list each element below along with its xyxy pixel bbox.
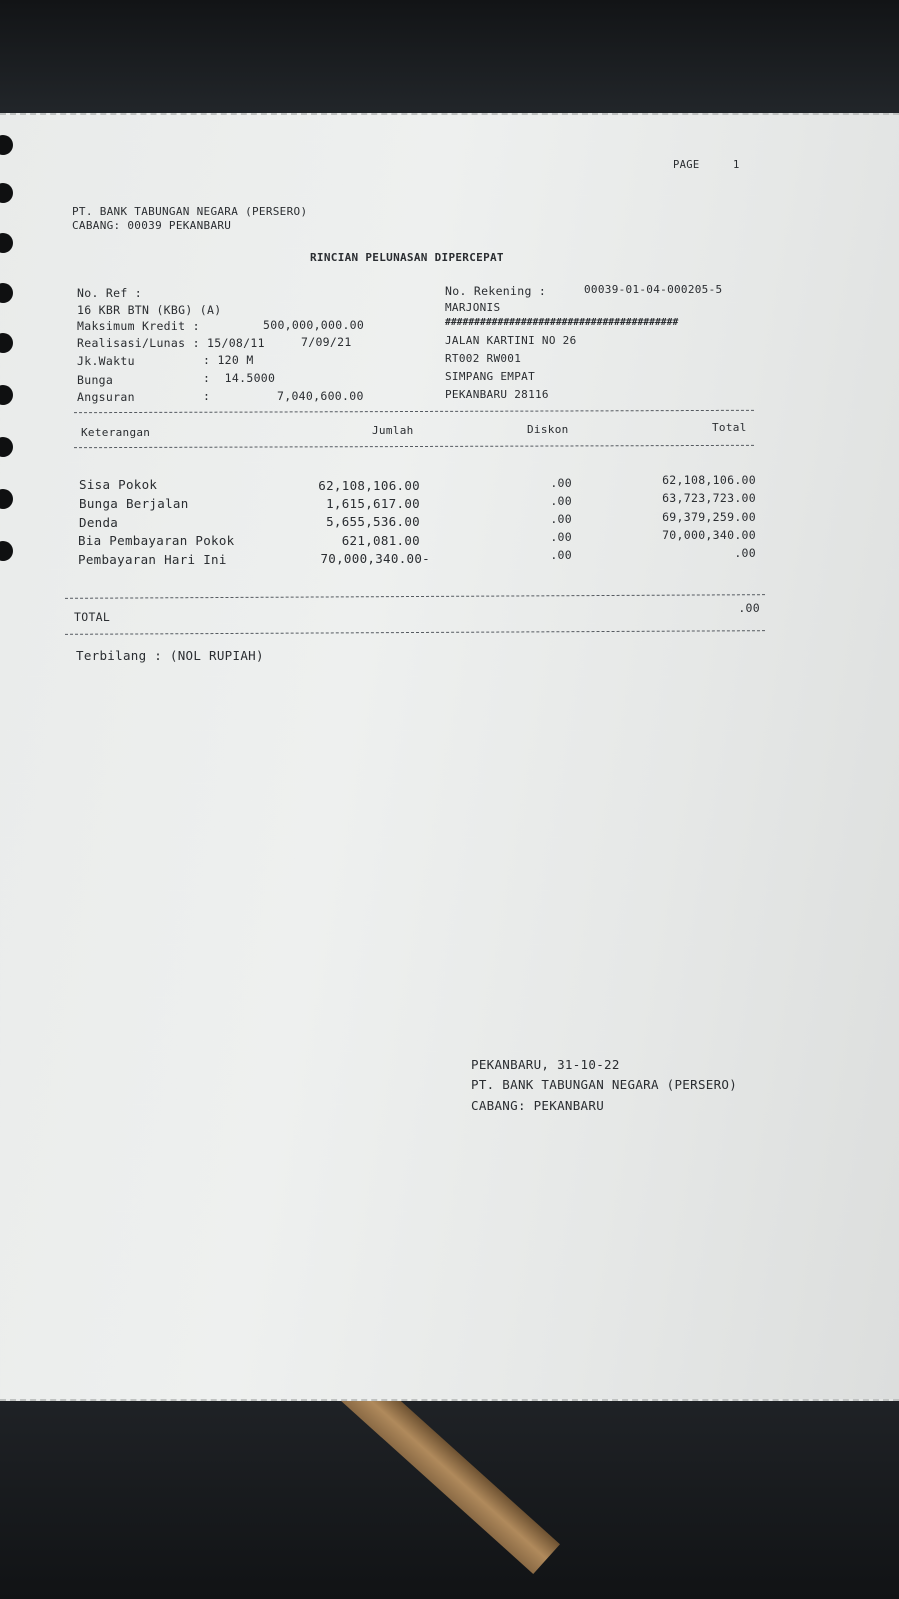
address-line-1: JALAN KARTINI NO 26 bbox=[445, 334, 577, 347]
row-jumlah: 5,655,536.00 bbox=[326, 514, 420, 529]
document-title: RINCIAN PELUNASAN DIPERCEPAT bbox=[310, 251, 504, 264]
bank-name: PT. BANK TABUNGAN NEGARA (PERSERO) bbox=[72, 205, 308, 218]
header-jumlah: Jumlah bbox=[372, 424, 414, 437]
row-total: 63,723,723.00 bbox=[662, 491, 756, 505]
tractor-hole bbox=[0, 333, 13, 353]
maksimum-kredit-label: Maksimum Kredit : bbox=[77, 319, 200, 333]
row-diskon: .00 bbox=[550, 530, 572, 544]
tractor-hole bbox=[0, 489, 13, 509]
header-keterangan: Keterangan bbox=[81, 426, 151, 439]
angsuran-label: Angsuran bbox=[77, 390, 135, 404]
tractor-hole bbox=[0, 135, 13, 155]
rekening-label: No. Rekening : bbox=[445, 284, 547, 298]
divider bbox=[65, 630, 765, 635]
background-bottom bbox=[0, 1400, 899, 1599]
total-value: .00 bbox=[738, 601, 760, 615]
row-total: 70,000,340.00 bbox=[662, 528, 756, 542]
bunga-label: Bunga bbox=[77, 373, 114, 387]
row-total: 69,379,259.00 bbox=[662, 510, 756, 524]
row-jumlah: 621,081.00 bbox=[341, 533, 420, 548]
row-diskon: .00 bbox=[550, 476, 572, 490]
row-total: .00 bbox=[734, 546, 756, 560]
realisasi-label: Realisasi/Lunas : 15/08/11 bbox=[77, 336, 265, 350]
maksimum-kredit-value: 500,000,000.00 bbox=[263, 318, 365, 332]
row-keterangan: Sisa Pokok bbox=[79, 477, 158, 492]
row-keterangan: Bunga Berjalan bbox=[79, 496, 189, 511]
lunas-date: 7/09/21 bbox=[301, 335, 352, 349]
row-keterangan: Bia Pembayaran Pokok bbox=[78, 533, 235, 548]
address-line-3: SIMPANG EMPAT bbox=[445, 370, 535, 383]
row-jumlah: 70,000,340.00- bbox=[320, 551, 430, 566]
rekening-value: 00039-01-04-000205-5 bbox=[584, 283, 723, 296]
customer-name: MARJONIS bbox=[445, 301, 501, 314]
tractor-hole bbox=[0, 385, 13, 405]
total-label: TOTAL bbox=[74, 610, 111, 624]
tractor-hole bbox=[0, 541, 13, 561]
row-diskon: .00 bbox=[550, 548, 572, 562]
tractor-hole bbox=[0, 183, 13, 203]
background-top bbox=[0, 0, 899, 115]
ref-value: 16 KBR BTN (KBG) (A) bbox=[77, 303, 222, 317]
angsuran-value: 7,040,600.00 bbox=[277, 389, 364, 403]
divider bbox=[74, 445, 754, 448]
tractor-hole bbox=[0, 283, 13, 303]
header-diskon: Diskon bbox=[527, 423, 569, 436]
printed-document bbox=[0, 113, 899, 1401]
divider bbox=[74, 410, 754, 413]
row-diskon: .00 bbox=[550, 512, 572, 526]
page-number: 1 bbox=[733, 159, 740, 171]
row-keterangan: Denda bbox=[79, 515, 119, 530]
header-total: Total bbox=[712, 421, 747, 434]
row-total: 62,108,106.00 bbox=[662, 473, 756, 487]
page-label: PAGE bbox=[673, 159, 700, 171]
signature-place-date: PEKANBARU, 31-10-22 bbox=[471, 1057, 620, 1072]
row-keterangan: Pembayaran Hari Ini bbox=[78, 552, 227, 567]
angsuran-colon: : bbox=[203, 389, 211, 403]
address-line-2: RT002 RW001 bbox=[445, 352, 522, 365]
row-diskon: .00 bbox=[550, 494, 572, 508]
bunga-value: : 14.5000 bbox=[203, 371, 276, 385]
masked-line: ######################################## bbox=[445, 317, 679, 328]
tractor-hole bbox=[0, 437, 13, 457]
tractor-hole bbox=[0, 233, 13, 253]
jangka-waktu-label: Jk.Waktu bbox=[77, 354, 135, 368]
terbilang: Terbilang : (NOL RUPIAH) bbox=[76, 648, 264, 663]
signature-bank: PT. BANK TABUNGAN NEGARA (PERSERO) bbox=[471, 1077, 738, 1092]
row-jumlah: 62,108,106.00 bbox=[318, 478, 420, 493]
row-jumlah: 1,615,617.00 bbox=[326, 496, 420, 511]
jangka-waktu-value: : 120 M bbox=[203, 353, 254, 367]
signature-branch: CABANG: PEKANBARU bbox=[471, 1098, 605, 1113]
address-line-4: PEKANBARU 28116 bbox=[445, 388, 549, 401]
divider bbox=[65, 594, 765, 599]
ref-label: No. Ref : bbox=[77, 286, 143, 300]
bank-branch: CABANG: 00039 PEKANBARU bbox=[72, 219, 232, 232]
